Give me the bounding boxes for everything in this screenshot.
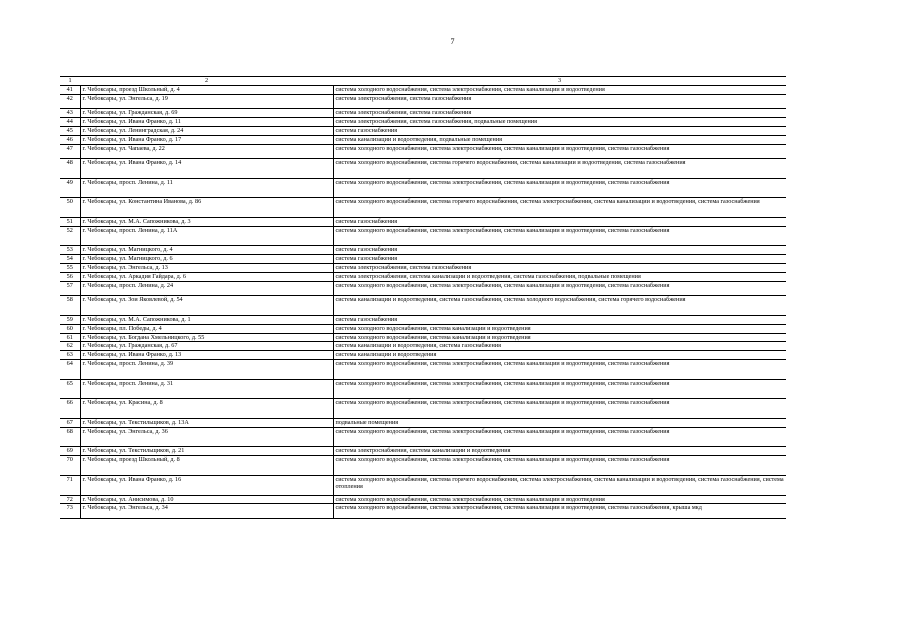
row-number: 44 <box>60 118 80 127</box>
row-systems: система газоснабжения <box>333 217 786 226</box>
row-address: г. Чебоксары, ул. Магницкого, д. 6 <box>80 255 333 264</box>
row-number: 69 <box>60 447 80 456</box>
row-number: 67 <box>60 419 80 428</box>
table-row <box>60 342 786 351</box>
table-row <box>60 504 786 518</box>
row-number: 66 <box>60 399 80 419</box>
row-number: 55 <box>60 264 80 273</box>
row-address: г. Чебоксары, ул. Чапаева, д. 22 <box>80 144 333 158</box>
row-address: г. Чебоксары, ул. Магницкого, д. 4 <box>80 246 333 255</box>
row-number: 47 <box>60 144 80 158</box>
row-systems: система электроснабжения, система газоснабжения <box>333 264 786 273</box>
row-systems: система канализации и водоотведения <box>333 351 786 360</box>
column-header-address: 2 <box>80 77 333 86</box>
table-row <box>60 255 786 264</box>
row-address: г. Чебоксары, ул. М.А. Сапожникова, д. 1 <box>80 315 333 324</box>
row-systems: система электроснабжения, система канализации и водоотведения, система газоснабжения, подвальные помещения <box>333 272 786 281</box>
row-number: 58 <box>60 296 80 316</box>
table-row <box>60 217 786 226</box>
table-row <box>60 447 786 456</box>
row-systems: система холодного водоснабжения, система горячего водоснабжения, система канализации и водоотведения, система газоснабжения <box>333 159 786 179</box>
row-address: г. Чебоксары, ул. Энгельса, д. 13 <box>80 264 333 273</box>
column-header-number: 1 <box>60 77 80 86</box>
table-header-row <box>60 77 786 86</box>
row-number: 73 <box>60 504 80 518</box>
row-systems: система электроснабжения, система канализации и водоотведения <box>333 447 786 456</box>
row-number: 70 <box>60 456 80 476</box>
row-number: 71 <box>60 475 80 495</box>
table-row <box>60 427 786 447</box>
building-systems-table <box>60 76 786 519</box>
table-row <box>60 315 786 324</box>
row-number: 46 <box>60 135 80 144</box>
table-row <box>60 144 786 158</box>
row-number: 59 <box>60 315 80 324</box>
row-address: г. Чебоксары, ул. Ивана Франко, д. 16 <box>80 475 333 495</box>
row-number: 43 <box>60 109 80 118</box>
row-systems: система газоснабжения <box>333 315 786 324</box>
row-systems: система канализации и водоотведения, подвальные помещения <box>333 135 786 144</box>
table-row <box>60 272 786 281</box>
row-systems: система холодного водоснабжения, система электроснабжения, система канализации и водоотведения, система газоснабжения <box>333 144 786 158</box>
page-number: 7 <box>450 37 455 46</box>
row-address: г. Чебоксары, ул. Богдана Хмельницкого, д. 55 <box>80 333 333 342</box>
table-row <box>60 198 786 218</box>
row-number: 54 <box>60 255 80 264</box>
table-row <box>60 495 786 504</box>
row-systems: система холодного водоснабжения, система электроснабжения, система канализации и водоотведения, система газоснабжения <box>333 427 786 447</box>
row-address: г. Чебоксары, ул. Ленинградская, д. 24 <box>80 126 333 135</box>
row-systems: система холодного водоснабжения, система электроснабжения, система канализации и водоотведения, система газоснабжения <box>333 226 786 246</box>
table-row <box>60 360 786 380</box>
row-number: 60 <box>60 324 80 333</box>
table-row <box>60 324 786 333</box>
table-body <box>60 86 786 519</box>
row-systems: система канализации и водоотведения, система газоснабжения <box>333 342 786 351</box>
row-address: г. Чебоксары, просп. Ленина, д. 11 <box>80 178 333 198</box>
row-address: г. Чебоксары, ул. Гражданская, д. 67 <box>80 342 333 351</box>
row-number: 61 <box>60 333 80 342</box>
row-systems: система электроснабжения, система газоснабжения <box>333 109 786 118</box>
row-address: г. Чебоксары, ул. Текстильщиков, д. 21 <box>80 447 333 456</box>
row-systems: система холодного водоснабжения, система электроснабжения, система канализации и водоотведения <box>333 86 786 95</box>
row-address: г. Чебоксары, просп. Ленина, д. 24 <box>80 281 333 295</box>
row-systems: система холодного водоснабжения, система канализации и водоотведения <box>333 324 786 333</box>
table-row <box>60 178 786 198</box>
row-address: г. Чебоксары, просп. Ленина, д. 31 <box>80 379 333 399</box>
row-address: г. Чебоксары, пл. Победы, д. 4 <box>80 324 333 333</box>
table-row <box>60 281 786 295</box>
table-row <box>60 419 786 428</box>
row-address: г. Чебоксары, ул. Текстильщиков, д. 13А <box>80 419 333 428</box>
table-row <box>60 159 786 179</box>
row-systems: система холодного водоснабжения, система горячего водоснабжения, система электроснабжения, система канализации и водоотведения, система газоснабжения, система отопления <box>333 475 786 495</box>
row-number: 50 <box>60 198 80 218</box>
table-row <box>60 333 786 342</box>
row-number: 72 <box>60 495 80 504</box>
row-address: г. Чебоксары, просп. Ленина, д. 11А <box>80 226 333 246</box>
table-row <box>60 351 786 360</box>
row-systems: система холодного водоснабжения, система горячего водоснабжения, система электроснабжения, система канализации и водоотведения, система газоснабжения <box>333 198 786 218</box>
row-number: 63 <box>60 351 80 360</box>
row-address: г. Чебоксары, ул. Зои Яковлевой, д. 54 <box>80 296 333 316</box>
row-systems: система холодного водоснабжения, система электроснабжения, система канализации и водоотведения, система газоснабжения <box>333 379 786 399</box>
table-row <box>60 109 786 118</box>
row-address: г. Чебоксары, ул. Ивана Франко, д. 11 <box>80 118 333 127</box>
row-address: г. Чебоксары, ул. Гражданская, д. 69 <box>80 109 333 118</box>
row-systems: система газоснабжения <box>333 255 786 264</box>
row-systems: система холодного водоснабжения, система электроснабжения, система канализации и водоотведения, система газоснабжения <box>333 178 786 198</box>
row-number: 48 <box>60 159 80 179</box>
row-systems: система газоснабжения <box>333 246 786 255</box>
row-number: 57 <box>60 281 80 295</box>
row-number: 49 <box>60 178 80 198</box>
row-address: г. Чебоксары, ул. Энгельса, д. 19 <box>80 94 333 108</box>
table-row <box>60 399 786 419</box>
row-number: 51 <box>60 217 80 226</box>
row-number: 52 <box>60 226 80 246</box>
row-address: г. Чебоксары, ул. Анисимова, д. 10 <box>80 495 333 504</box>
row-number: 68 <box>60 427 80 447</box>
table-row <box>60 246 786 255</box>
table-row <box>60 135 786 144</box>
row-systems: система холодного водоснабжения, система электроснабжения, система канализации и водоотведения, система газоснабжения <box>333 281 786 295</box>
row-number: 45 <box>60 126 80 135</box>
row-address: г. Чебоксары, ул. Ивана Франко, д. 14 <box>80 159 333 179</box>
row-address: г. Чебоксары, ул. Энгельса, д. 36 <box>80 427 333 447</box>
row-systems: подвальные помещения <box>333 419 786 428</box>
row-systems: система электроснабжения, система газоснабжения, подвальные помещения <box>333 118 786 127</box>
row-systems: система холодного водоснабжения, система электроснабжения, система канализации и водоотведения, система газоснабжения <box>333 456 786 476</box>
row-number: 64 <box>60 360 80 380</box>
table-row <box>60 475 786 495</box>
column-header-systems: 3 <box>333 77 786 86</box>
table-row <box>60 456 786 476</box>
row-number: 65 <box>60 379 80 399</box>
row-address: г. Чебоксары, ул. Ивана Франко, д. 17 <box>80 135 333 144</box>
row-address: г. Чебоксары, проезд Школьный, д. 4 <box>80 86 333 95</box>
row-address: г. Чебоксары, ул. Ивана Франко, д. 13 <box>80 351 333 360</box>
row-systems: система канализации и водоотведения, система газоснабжения, система холодного водоснабжения, система горячего водоснабжения <box>333 296 786 316</box>
row-systems: система холодного водоснабжения, система электроснабжения, система канализации и водоотведения, система газоснабжения <box>333 399 786 419</box>
row-systems: система газоснабжения <box>333 126 786 135</box>
table-row <box>60 94 786 108</box>
row-number: 62 <box>60 342 80 351</box>
table-row <box>60 86 786 95</box>
row-address: г. Чебоксары, ул. Красина, д. 8 <box>80 399 333 419</box>
row-number: 53 <box>60 246 80 255</box>
row-systems: система холодного водоснабжения, система электроснабжения, система канализации и водоотведения, система газоснабжения, крыша мкд <box>333 504 786 518</box>
row-address: г. Чебоксары, ул. Аркадия Гайдара, д. 6 <box>80 272 333 281</box>
row-number: 41 <box>60 86 80 95</box>
row-number: 42 <box>60 94 80 108</box>
table-row <box>60 264 786 273</box>
row-systems: система холодного водоснабжения, система электроснабжения, система канализации и водоотведения, система газоснабжения <box>333 360 786 380</box>
row-address: г. Чебоксары, проезд Школьный, д. 8 <box>80 456 333 476</box>
row-address: г. Чебоксары, ул. Энгельса, д. 34 <box>80 504 333 518</box>
row-systems: система электроснабжения, система газоснабжения <box>333 94 786 108</box>
row-address: г. Чебоксары, просп. Ленина, д. 39 <box>80 360 333 380</box>
table-row <box>60 126 786 135</box>
row-address: г. Чебоксары, ул. Константина Иванова, д. 86 <box>80 198 333 218</box>
row-systems: система холодного водоснабжения, система электроснабжения, система канализации и водоотведения <box>333 495 786 504</box>
table-row <box>60 226 786 246</box>
row-systems: система холодного водоснабжения, система канализации и водоотведения <box>333 333 786 342</box>
row-number: 56 <box>60 272 80 281</box>
table-row <box>60 379 786 399</box>
row-address: г. Чебоксары, ул. М.А. Сапожникова, д. 3 <box>80 217 333 226</box>
table-row <box>60 118 786 127</box>
table-row <box>60 296 786 316</box>
